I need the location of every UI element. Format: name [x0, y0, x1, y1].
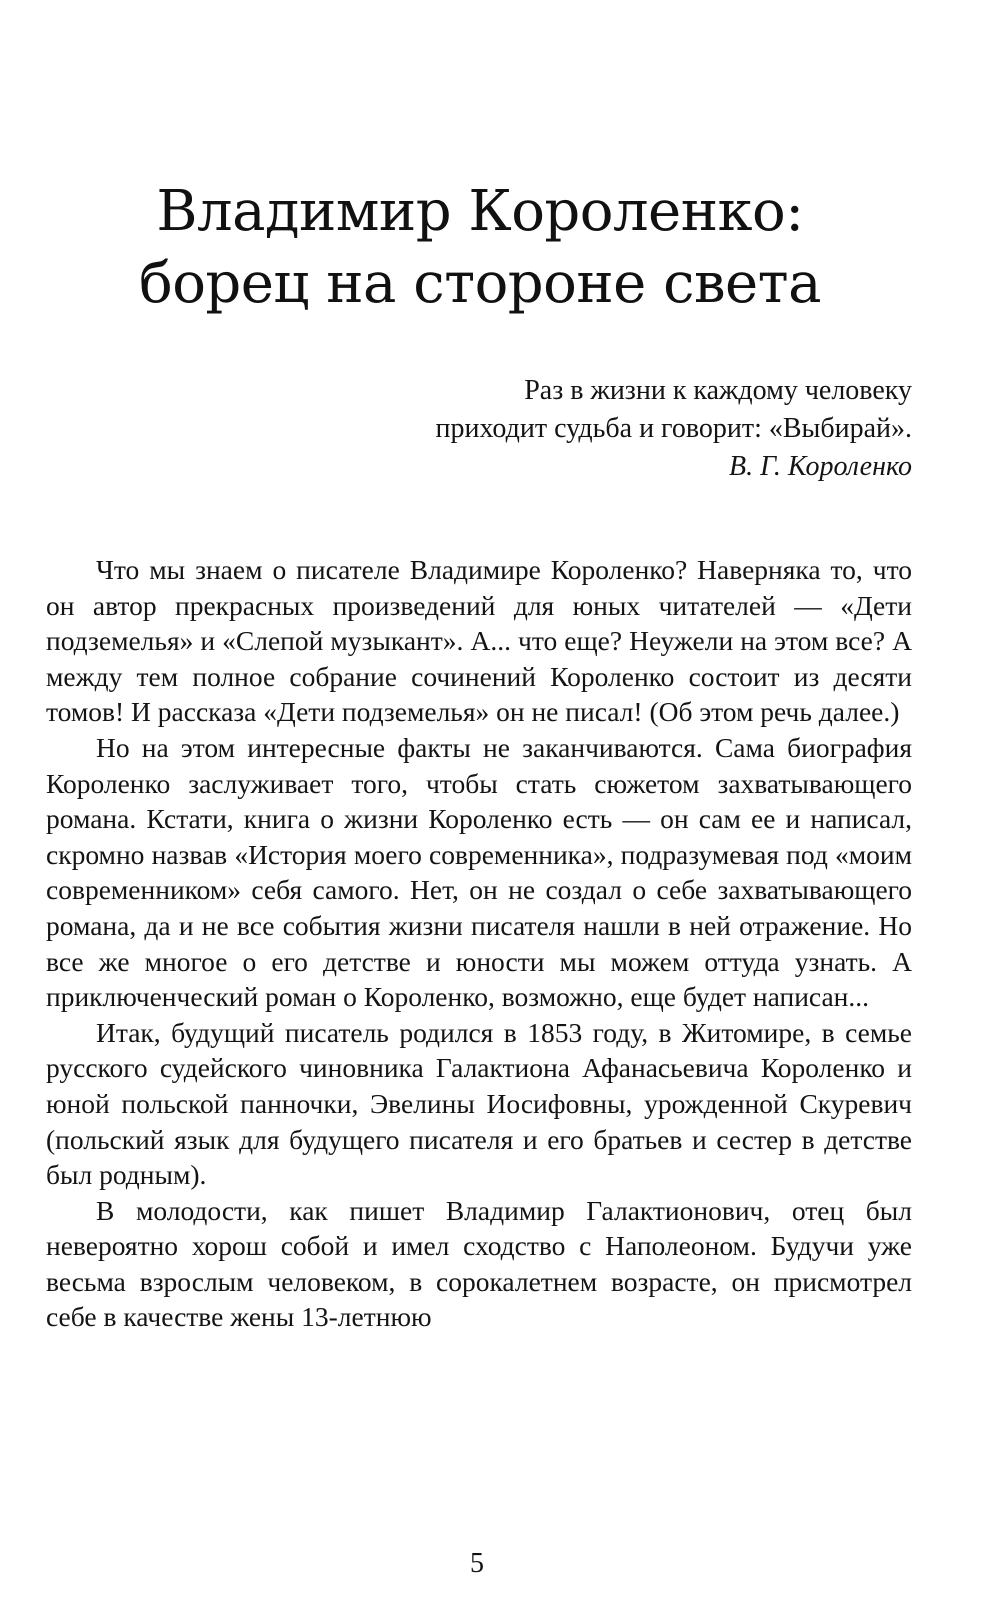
paragraph: Что мы знаем о писателе Владимире Короленко? Наверняка то, что он автор прекрасных произведений для юных читателей — «Дети подземелья» и «Слепой музыкант». А... что еще? Неужели на этом все? А между тем полное собрание сочинений Короленко состоит из десяти томов! И рассказа «Дети подземелья» он не писал! (Об этом речь далее.) — [46, 554, 912, 728]
paragraph: Но на этом интересные факты не заканчиваются. Сама биография Короленко заслуживает того, чтобы стать сюжетом захватывающего романа. Кстати, книга о жизни Короленко есть — он сам ее и написал, скромно назвав «История моего современника», подразумевая под «моим современником» себя самого. Нет, он не создал о себе захватывающего романа, да и не все события жизни писателя нашли в ней отражение. Но все же многое о его детстве и юности мы можем оттуда узнать. А приключенческий роман о Короленко, возможно, еще будет написан... — [46, 731, 912, 1013]
body-text — [46, 552, 912, 1335]
page-number: 5 — [470, 1548, 484, 1579]
epigraph — [200, 372, 912, 486]
chapter-title — [80, 176, 880, 320]
epigraph-line-2: приходит судьба и говорит: «Выбирай». — [435, 413, 912, 444]
paragraph: В молодости, как пишет Владимир Галактионович, отец был невероятно хорош собой и имел сходство с Наполеоном. Будучи уже весьма взрослым человеком, в сорокалетнем возрасте, он присмотрел себе в качестве жены 13-летнюю — [46, 1194, 912, 1333]
chapter-title-line-1: Владимир Короленко: — [156, 179, 804, 244]
paragraph: Итак, будущий писатель родился в 1853 году, в Житомире, в семье русского судейского чиновника Галактиона Афанасьевича Короленко и юной польской панночки, Эвелины Иосифовны, урожденной Скуревич (польский язык для будущего писателя и его братьев и сестер в детстве был родным). — [46, 1016, 912, 1191]
chapter-title-line-2: борец на стороне света — [138, 251, 822, 316]
epigraph-author: В. Г. Короленко — [728, 451, 912, 482]
epigraph-line-1: Раз в жизни к каждому человеку — [524, 375, 912, 406]
